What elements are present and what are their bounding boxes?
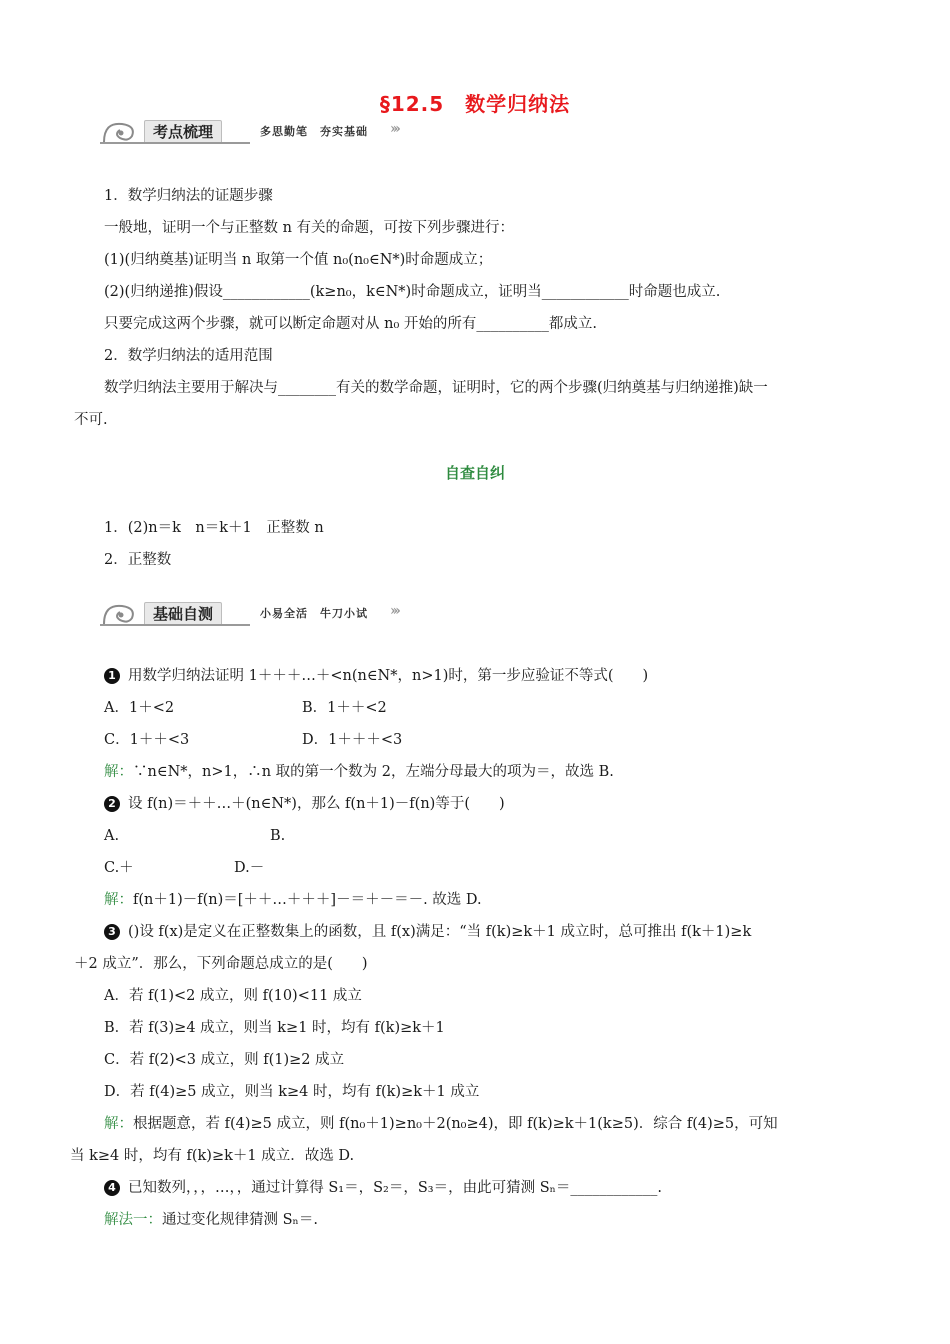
option-d: D．若 f(4)≥5 成立，则当 k≥4 时，均有 f(k)≥k＋1 成立	[104, 1084, 480, 1100]
banner-rule	[100, 142, 250, 144]
question-1	[104, 666, 648, 686]
text-line: 只要完成这两个步骤，就可以断定命题对从 n₀ 开始的所有__________都成立.	[104, 316, 597, 332]
solution-text: f(n＋1)－f(n)＝[＋＋…＋＋＋]－＝＋－＝－. 故选 D.	[133, 892, 482, 908]
question-text-cont: ＋2 成立”．那么，下列命题总成立的是( )	[74, 956, 368, 972]
banner-label: 基础自测	[144, 602, 222, 626]
option-d: D.－	[234, 860, 265, 876]
banner-subtitle: 多思勤笔 夯实基础	[260, 125, 368, 138]
question-text: ()设 f(x)是定义在正整数集上的函数，且 f(x)满足：“当 f(k)≥k＋1 成立时，总可推出 f(k＋1)≥k	[128, 924, 752, 940]
solution-text: 通过变化规律猜测 Sₙ＝.	[162, 1212, 318, 1228]
text-line: (1)(归纳奠基)证明当 n 取第一个值 n₀(n₀∈N*)时命题成立；	[104, 252, 493, 268]
text-line: 不可.	[74, 412, 108, 428]
solution-label: 解：	[104, 764, 133, 780]
banner-subtitle: 小易全活 牛刀小试	[260, 607, 368, 620]
text-line: (2)(归纳递推)假设____________(k≥n₀，k∈N*)时命题成立，证明当____________时命题也成立.	[104, 284, 721, 300]
solution	[104, 762, 614, 782]
page-title: §12.5 数学归纳法	[379, 92, 571, 116]
option-b: B.	[270, 828, 286, 844]
question-2	[104, 794, 505, 814]
question-number-badge: 3	[104, 924, 120, 940]
question-4	[104, 1178, 662, 1198]
option-c: C．若 f(2)<3 成立，则 f(1)≥2 成立	[104, 1052, 345, 1068]
text-line: 一般地，证明一个与正整数 n 有关的命题，可按下列步骤进行：	[104, 220, 515, 236]
question-number-badge: 4	[104, 1180, 120, 1196]
self-check-title: 自查自纠	[444, 464, 505, 482]
question-text: 已知数列，，，…，，通过计算得 S₁＝，S₂＝，S₃＝，由此可猜测 Sₙ＝____________.	[128, 1180, 663, 1196]
question-text: 用数学归纳法证明 1＋＋＋…＋<n(n∈N*，n>1)时，第一步应验证不等式( )	[128, 668, 649, 684]
solution	[104, 1210, 318, 1230]
text-line: 数学归纳法主要用于解决与________有关的数学命题，证明时，它的两个步骤(归纳奠基与归纳递推)缺一	[104, 380, 768, 396]
solution-text: ∵n∈N*，n>1，∴n 取的第一个数为 2，左端分母最大的项为＝，故选 B.	[133, 764, 614, 780]
solution	[104, 1114, 778, 1134]
double-chevron-icon: ›››	[390, 603, 398, 619]
solution-text: 根据题意，若 f(4)≥5 成立，则 f(n₀＋1)≥n₀＋2(n₀≥4)，即 f(k)≥k＋1(k≥5)．综合 f(4)≥5，可知	[133, 1116, 778, 1132]
solution	[104, 890, 482, 910]
question-3	[104, 922, 751, 942]
double-chevron-icon: ›››	[390, 121, 398, 137]
solution-label: 解法一：	[104, 1212, 162, 1228]
heading-steps: 1．数学归纳法的证题步骤	[104, 188, 273, 204]
option-b: B．1＋＋<2	[302, 700, 387, 716]
answer-line: 2．正整数	[104, 552, 172, 568]
question-number-badge: 2	[104, 796, 120, 812]
option-a: A．若 f(1)<2 成立，则 f(10)<11 成立	[104, 988, 362, 1004]
solution-label: 解：	[104, 1116, 133, 1132]
question-number-badge: 1	[104, 668, 120, 684]
solution-label: 解：	[104, 892, 133, 908]
option-c: C.＋	[104, 860, 134, 876]
solution-text-cont: 当 k≥4 时，均有 f(k)≥k＋1 成立．故选 D.	[70, 1148, 355, 1164]
question-text: 设 f(n)＝＋＋…＋(n∈N*)，那么 f(n＋1)－f(n)等于( )	[128, 796, 505, 812]
section-banner-jichu	[100, 600, 430, 628]
option-a: A.	[104, 828, 120, 844]
answer-line: 1．(2)n＝k n＝k＋1 正整数 n	[104, 520, 324, 536]
option-a: A．1＋<2	[104, 700, 175, 716]
banner-label: 考点梳理	[144, 120, 222, 144]
option-d: D．1＋＋＋<3	[302, 732, 403, 748]
heading-scope: 2．数学归纳法的适用范围	[104, 348, 273, 364]
banner-rule	[100, 624, 250, 626]
section-banner-kaodian	[100, 118, 430, 146]
option-b: B．若 f(3)≥4 成立，则当 k≥1 时，均有 f(k)≥k＋1	[104, 1020, 445, 1036]
option-c: C．1＋＋<3	[104, 732, 190, 748]
